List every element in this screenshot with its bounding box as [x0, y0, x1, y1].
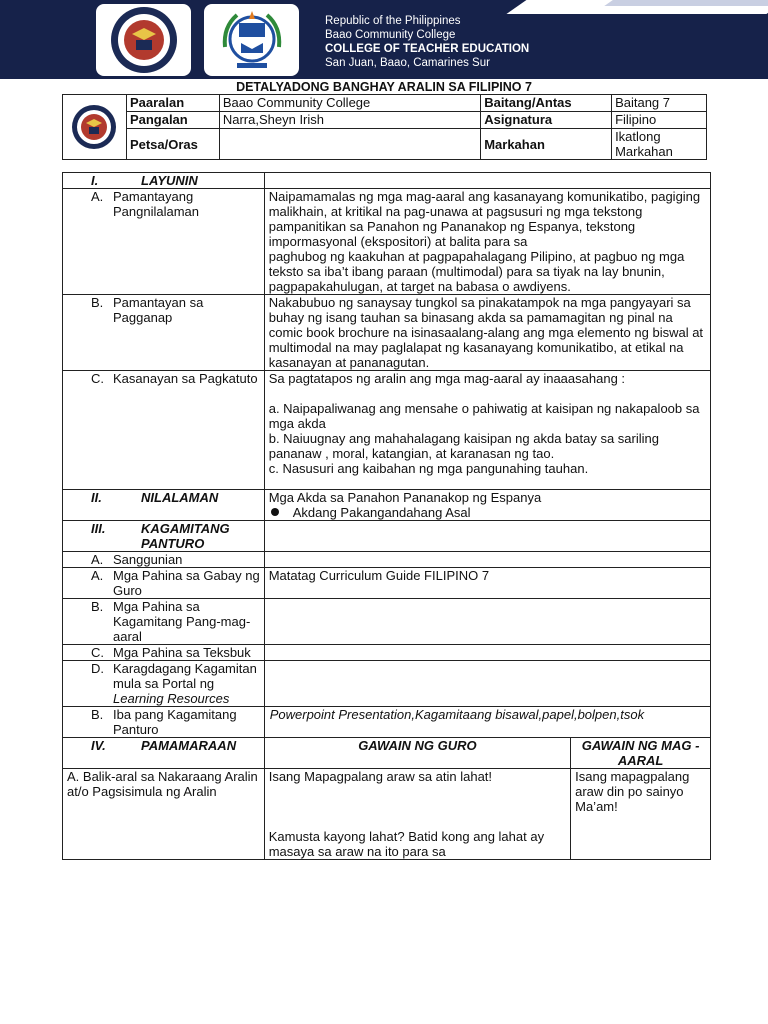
asignatura-value: Filipino — [612, 112, 707, 129]
a-text-part2: paghubog ng kaakuhan at pagpapahalagang Pilipino, at pagbuo ng mga teksto sa iba’t ibang paraan (multimodal) para sa tiyak na lay bnunin, pagpapakahulugan, at target na babasa o awdiyens. — [268, 249, 685, 294]
b-index: B. — [91, 295, 104, 310]
kagamitan-num: III. — [91, 521, 106, 536]
c-item-b: b. Naiuugnay ang mahahalagang kaisipan ng akda batay sa sariling pananaw , moral, katangian, at karanasan ng tao. — [268, 431, 659, 461]
sanggunian-index: A. — [91, 552, 104, 567]
gabay-guro-value: Matatag Curriculum Guide FILIPINO 7 — [264, 568, 710, 599]
header-text — [325, 14, 529, 70]
pangalan-label: Pangalan — [126, 112, 219, 129]
paaralan-value: Baao Community College — [219, 95, 480, 112]
layunin-title: LAYUNIN — [141, 173, 198, 188]
pangalan-value: Narra,Sheyn Irish — [219, 112, 480, 129]
pamamaraan-num: IV. — [91, 738, 106, 753]
karagdagang-kagamitan-value — [264, 661, 710, 707]
kagamitang-mag-aaral-label: Mga Pahina sa Kagamitang Pang-mag-aaral — [113, 599, 251, 644]
karagdagang-index: D. — [91, 661, 104, 676]
college-of-education-logo — [204, 4, 299, 76]
info-table — [62, 94, 707, 160]
kagamitan-empty — [264, 521, 710, 552]
c-item-a: a. Naipapaliwanag ang mensahe o pahiwatig at kaisipan ng nakapaloob sa mga akda — [268, 401, 700, 431]
iba-pang-label: Iba pang Kagamitang Panturo — [113, 707, 237, 737]
header-line-department: COLLEGE OF TEACHER EDUCATION — [325, 43, 530, 55]
kagamitang-mag-aaral-index: B. — [91, 599, 104, 614]
kagamitan-title-line1: KAGAMITANG — [141, 521, 230, 536]
guro-kamusta: Kamusta kayong lahat? Batid kong ang lahat ay masaya sa araw na ito para sa — [268, 829, 545, 859]
kasanayan-pagkatuto-label: Kasanayan sa Pagkatuto — [113, 371, 258, 386]
pamamaraan-header — [63, 738, 265, 769]
bullet-icon — [271, 508, 279, 516]
a-index: A. — [91, 189, 104, 204]
petsa-label: Petsa/Oras — [126, 129, 219, 160]
layunin-num: I. — [91, 173, 99, 188]
nilalaman-bullet: Akdang Pakangandahang Asal — [292, 505, 471, 520]
kagamitang-mag-aaral-cell — [63, 599, 265, 645]
sanggunian-label: Sanggunian — [113, 552, 183, 567]
nilalaman-header — [63, 490, 265, 521]
a-text-part1: Naipamamalas ng mga mag-aaral ang kasanayang komunikatibo, pagiging malikhain, at kritikal na pag-unawa at pagsusuri ng mga tekstong pampanitikan sa Panahon ng Pananakop ng Espanya, tekstong impormasyonal (ekspositori) at balita para sa — [268, 189, 701, 249]
pamantayang-pangnilalaman-text — [264, 189, 710, 295]
karagdagang-kagamitan-cell — [63, 661, 265, 707]
teksbuk-index: C. — [91, 645, 104, 660]
iba-pang-kagamitan-cell — [63, 707, 265, 738]
teksbuk-cell — [63, 645, 265, 661]
nilalaman-title: NILALAMAN — [141, 490, 219, 505]
pamantayan-pagganap-text: Nakabubuo ng sanaysay tungkol sa pinakatampok na mga pangyayari sa buhay ng isang tauhan sa binasang akda sa pamamagitan ng pinal na comic book brochure na isinasaalang-alang ang mga elemento ng biswal at multimodal na may paglalapat ng kasanayang komunikatibo, at etikal na kasanayan at pananagutan. — [264, 295, 710, 371]
nilalaman-num: II. — [91, 490, 102, 505]
iba-pang-kagamitan-value: Powerpoint Presentation,Kagamitaang bisawal,papel,bolpen,tsok — [264, 707, 710, 738]
banner-grey-stripe — [604, 0, 768, 6]
nilalaman-text: Mga Akda sa Panahon Pananakop ng Espanya — [268, 490, 542, 505]
pamantayang-pangnilalaman-label: Pamantayang Pangnilalaman — [113, 189, 200, 219]
kagamitan-title-line2: PANTURO — [141, 536, 205, 551]
kagamitang-mag-aaral-value — [264, 599, 710, 645]
c-item-c: c. Nasusuri ang kaibahan ng mga pangunahing tauhan. — [268, 461, 589, 476]
gawain-mag-aaral-cell: Isang mapagpalang araw din po sainyo Ma’am! — [571, 769, 711, 860]
gabay-guro-cell — [63, 568, 265, 599]
header-line-address: San Juan, Baao, Camarines Sur — [325, 57, 490, 69]
kasanayan-pagkatuto-text — [264, 371, 710, 490]
teksbuk-label: Mga Pahina sa Teksbuk — [113, 645, 251, 660]
baitang-label: Baitang/Antas — [481, 95, 612, 112]
layunin-header — [63, 173, 265, 189]
markahan-label: Markahan — [481, 129, 612, 160]
learning-resources-label: Learning Resources — [113, 691, 230, 706]
sanggunian-value — [264, 552, 710, 568]
balik-aral-label: A. Balik-aral sa Nakaraang Aralin at/o Pagsisimula ng Aralin — [63, 769, 265, 860]
header-banner — [0, 0, 768, 79]
header-line-college: Baao Community College — [325, 29, 456, 41]
lesson-plan-table — [62, 172, 711, 860]
baitang-value: Baitang 7 — [612, 95, 707, 112]
gawain-guro-cell — [264, 769, 570, 860]
asignatura-label: Asignatura — [481, 112, 612, 129]
header-line-republic: Republic of the Philippines — [325, 15, 461, 27]
teksbuk-value — [264, 645, 710, 661]
guro-greeting: Isang Mapagpalang araw sa atin lahat! — [268, 769, 493, 784]
pamantayang-pangnilalaman-cell — [63, 189, 265, 295]
petsa-value — [219, 129, 480, 160]
gawain-mag-aaral-header: GAWAIN NG MAG -AARAL — [571, 738, 711, 769]
layunin-empty — [264, 173, 710, 189]
c-intro: Sa pagtatapos ng aralin ang mga mag-aaral ay inaaasahang : — [268, 371, 626, 386]
sanggunian-cell — [63, 552, 265, 568]
kagamitan-header — [63, 521, 265, 552]
document-title: DETALYADONG BANGHAY ARALIN SA FILIPINO 7 — [236, 80, 532, 94]
kasanayan-pagkatuto-cell — [63, 371, 265, 490]
iba-pang-index: B. — [91, 707, 104, 722]
gawain-guro-header: GAWAIN NG GURO — [264, 738, 570, 769]
baao-community-college-logo — [96, 4, 191, 76]
gabay-guro-index: A. — [91, 568, 104, 583]
gabay-guro-label: Mga Pahina sa Gabay ng Guro — [113, 568, 260, 598]
karagdagang-label: Karagdagang Kagamitan mula sa Portal ng — [113, 661, 257, 691]
pamantayan-pagganap-cell — [63, 295, 265, 371]
pamamaraan-title: PAMAMARAAN — [141, 738, 237, 753]
pamantayan-pagganap-label: Pamantayan sa Pagganap — [113, 295, 204, 325]
college-seal-icon — [71, 104, 117, 150]
info-logo-cell — [63, 95, 127, 160]
c-index: C. — [91, 371, 104, 386]
paaralan-label: Paaralan — [126, 95, 219, 112]
nilalaman-text-cell — [264, 490, 710, 521]
markahan-value: Ikatlong Markahan — [612, 129, 707, 160]
